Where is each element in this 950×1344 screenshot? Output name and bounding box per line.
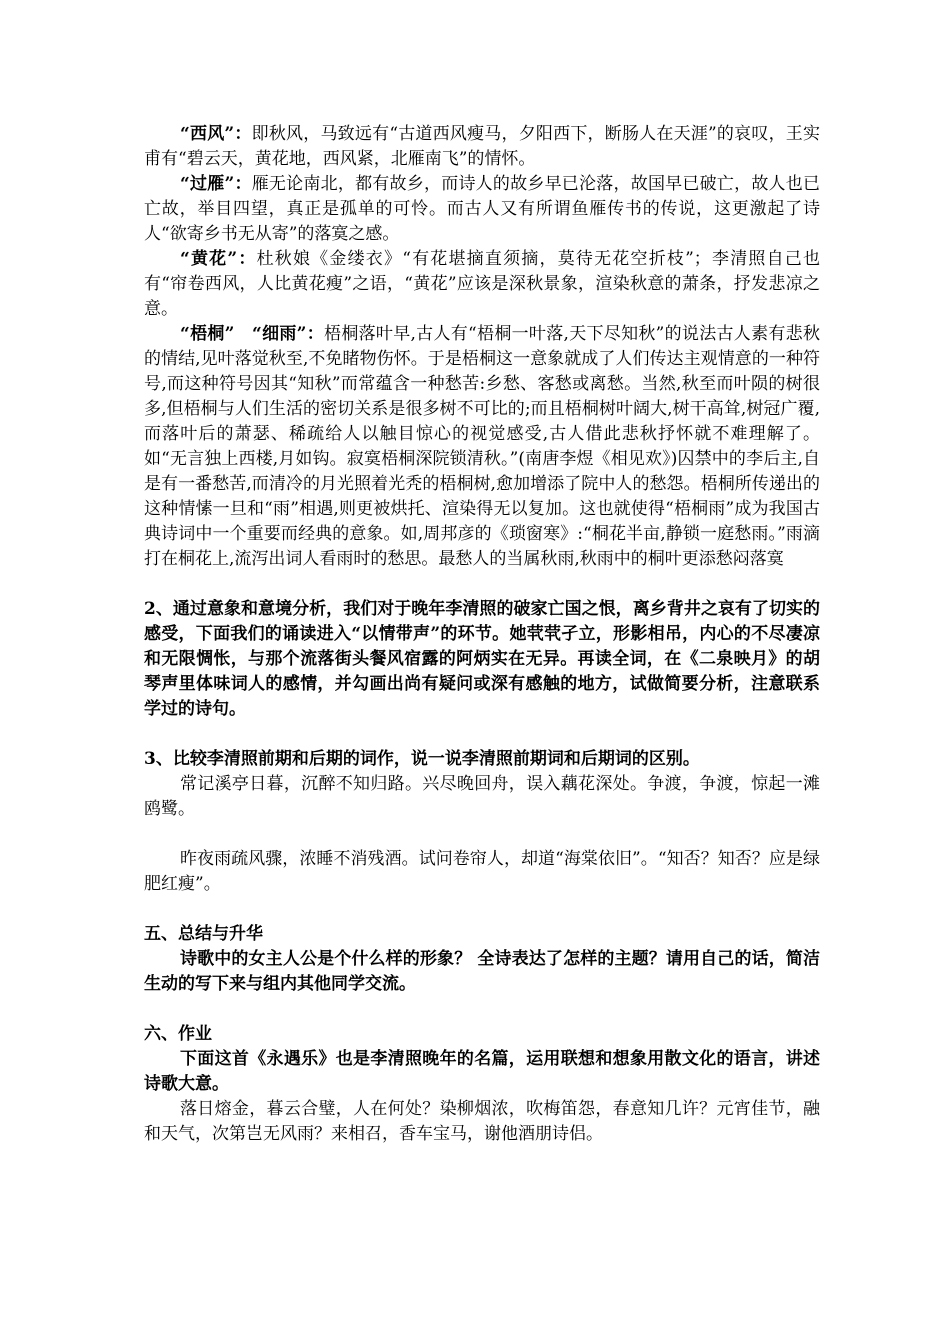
spacer <box>144 722 820 747</box>
term-wutong: “梧桐” “细雨”： <box>180 324 325 344</box>
spacer <box>144 897 820 922</box>
text-xifeng: 即秋风，马致远有“古道西风瘦马，夕阳西下，断肠人在天涯”的哀叹，王实甫有“碧云天，黄花地，西风紧，北雁南飞”的情怀。 <box>144 124 820 169</box>
term-guoyan: “过雁”： <box>180 174 252 194</box>
text-guoyan: 雁无论南北，都有故乡，而诗人的故乡早已沦落，故国早已破亡，故人也已亡故，举目四望，真正是孤单的可怜。而古人又有所谓鱼雁传书的传说，这更激起了诗人“欲寄乡书无从寄”的落寞之感。 <box>144 174 820 244</box>
question-3-title: 3、比较李清照前期和后期的词作，说一说李清照前期词和后期词的区别。 <box>144 749 700 769</box>
paragraph-huanghua <box>144 247 820 322</box>
document-body <box>144 122 820 1147</box>
section-6-poem: 落日熔金，暮云合璧，人在何处？染柳烟浓，吹梅笛怨，春意知几许？元宵佳节，融和天气，次第岂无风雨？来相召，香车宝马，谢他酒朋诗侣。 <box>144 1099 820 1144</box>
poem-late: 昨夜雨疏风骤，浓睡不消残酒。试问卷帘人，却道“海棠依旧”。“知否？知否？应是绿肥红瘦”。 <box>144 849 820 894</box>
section-5-text: 诗歌中的女主人公是个什么样的形象？ 全诗表达了怎样的主题？请用自己的话，简洁生动的写下来与组内其他同学交流。 <box>144 949 820 994</box>
question-2: 2、通过意象和意境分析，我们对于晚年李清照的破家亡国之恨，离乡背井之哀有了切实的感受，下面我们的诵读进入“以情带声”的环节。她茕茕孑立，形影相吊，内心的不尽凄凉和无限惆怅，与那个流落街头餐风宿露的阿炳实在无异。再读全词，在《二泉映月》的胡琴声里体味词人的感情，并勾画出尚有疑问或深有感触的地方，试做简要分析，注意联系学过的诗句。 <box>144 599 820 719</box>
text-wutong: 梧桐落叶早,古人有“梧桐一叶落,天下尽知秋”的说法古人素有悲秋的情结,见叶落觉秋至,不免睹物伤怀。于是梧桐这一意象就成了人们传达主观情意的一种符号,而这种符号因其“知秋”而常蕴含一种愁苦:乡愁、客愁或离愁。当然,秋至而叶陨的树很多,但梧桐与人们生活的密切关系是很多树不可比的;而且梧桐树叶阔大,树干高耸,树冠广覆,而落叶后的萧瑟、稀疏给人以触目惊心的视觉感受,古人借此悲秋抒怀就不难理解了。如“无言独上西楼,月如钩。寂寞梧桐深院锁清秋。”(南唐李煜《相见欢》)囚禁中的李后主,自是有一番愁苦,而清冷的月光照着光秃的梧桐树,愈加增添了院中人的愁怨。梧桐所传递出的这种情愫一旦和“雨”相遇,则更被烘托、渲染得无以复加。这也就使得“梧桐雨”成为我国古典诗词中一个重要而经典的意象。如,周邦彦的《琐窗寒》:“桐花半亩,静锁一庭愁雨。”雨滴打在桐花上,流泻出词人看雨时的愁思。最愁人的当属秋雨,秋雨中的桐叶更添愁闷落寞 <box>144 324 820 569</box>
spacer <box>144 572 820 597</box>
paragraph-guoyan <box>144 172 820 247</box>
spacer <box>144 997 820 1022</box>
paragraph-xifeng <box>144 122 820 172</box>
section-5-title: 五、总结与升华 <box>144 924 263 944</box>
paragraph-wutong <box>144 322 820 572</box>
section-6-title: 六、作业 <box>144 1024 212 1044</box>
poem-early: 常记溪亭日暮，沉醉不知归路。兴尽晚回舟，误入藕花深处。争渡，争渡，惊起一滩鸥鹭。 <box>144 774 820 819</box>
term-huanghua: “黄花”： <box>180 249 257 269</box>
spacer <box>144 822 820 847</box>
text-huanghua: 杜秋娘《金缕衣》“有花堪摘直须摘，莫待无花空折枝”；李清照自己也有“帘卷西风，人比黄花瘦”之语，“黄花”应该是深秋景象，渲染秋意的萧条，抒发悲凉之意。 <box>144 249 820 319</box>
term-xifeng: “西风”： <box>180 124 252 144</box>
section-6-text: 下面这首《永遇乐》也是李清照晚年的名篇，运用联想和想象用散文化的语言，讲述诗歌大意。 <box>144 1049 820 1094</box>
